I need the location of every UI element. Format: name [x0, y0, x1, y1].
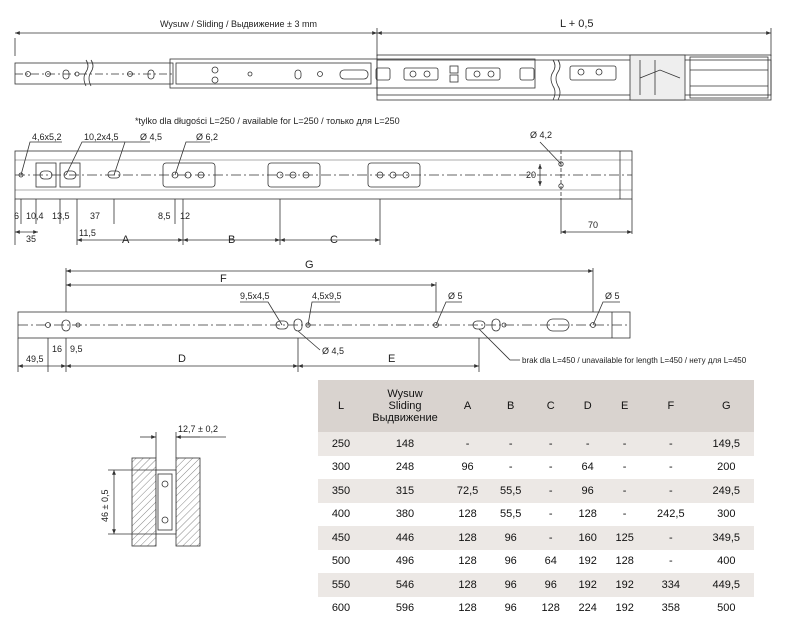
dia-label-a: Ø 4,5 — [140, 132, 163, 142]
table-cell: 96 — [489, 526, 532, 550]
dim-10-4: 10,4 — [26, 211, 44, 221]
table-cell: 224 — [569, 597, 606, 621]
table-cell: 334 — [643, 573, 698, 597]
table-cell: 248 — [364, 456, 446, 480]
table-cell: 358 — [643, 597, 698, 621]
table-row — [318, 479, 754, 503]
outer-member — [377, 55, 771, 100]
table-cell: 64 — [569, 456, 606, 480]
dia-label-c: Ø 4,2 — [530, 130, 553, 140]
table-cell: - — [569, 432, 606, 456]
table-cell: - — [532, 503, 569, 527]
side-view — [15, 142, 632, 245]
table-cell: - — [489, 456, 532, 480]
table-cell: 249,5 — [699, 479, 754, 503]
hole-label-a: 4,6x5,2 — [32, 132, 62, 142]
table-cell: - — [643, 526, 698, 550]
table-cell: - — [489, 432, 532, 456]
header-f: F — [643, 380, 698, 432]
header-c: C — [532, 380, 569, 432]
dim-16: 16 — [52, 344, 63, 354]
table-cell: - — [606, 456, 643, 480]
table-cell: - — [532, 479, 569, 503]
table-row — [318, 503, 754, 527]
table-cell: 96 — [569, 479, 606, 503]
table-cell: 55,5 — [489, 503, 532, 527]
sliding-label: Wysuw / Sliding / Выдвижение ± 3 mm — [160, 19, 317, 29]
dim-49-5: 49,5 — [26, 354, 44, 364]
dim-d: D — [178, 353, 186, 365]
dim-f: F — [220, 273, 227, 285]
table-cell: 192 — [569, 550, 606, 574]
slot-label-b: 4,5x9,5 — [312, 291, 342, 301]
table-cell: - — [606, 432, 643, 456]
table-cell: - — [643, 456, 698, 480]
table-row — [318, 597, 754, 621]
table-cell: 500 — [699, 597, 754, 621]
table-cell: 128 — [606, 550, 643, 574]
header-e: E — [606, 380, 643, 432]
section-thickness: 12,7 ± 0,2 — [178, 424, 218, 434]
header-sliding — [364, 380, 446, 432]
table-cell: 300 — [699, 503, 754, 527]
dim-13-5: 13,5 — [52, 211, 70, 221]
header-sliding-ru: Выдвижение — [372, 412, 438, 424]
table-cell: - — [643, 479, 698, 503]
dim-b: B — [228, 234, 236, 246]
dim-20: 20 — [526, 170, 537, 180]
table-cell: - — [446, 432, 489, 456]
top-view — [15, 28, 771, 100]
dim-g: G — [305, 259, 314, 271]
table-cell: 192 — [606, 573, 643, 597]
table-cell: 550 — [318, 573, 364, 597]
table-cell: 128 — [569, 503, 606, 527]
table-cell: 96 — [532, 573, 569, 597]
dim-a: A — [122, 234, 130, 246]
table-cell: - — [532, 432, 569, 456]
header-sliding-pl: Wysuw — [387, 388, 423, 400]
table-cell: 300 — [318, 456, 364, 480]
table-cell: 349,5 — [699, 526, 754, 550]
dia-label-4-5: Ø 4,5 — [322, 346, 345, 356]
table-cell: 400 — [699, 550, 754, 574]
table-cell: 192 — [569, 573, 606, 597]
dim-70: 70 — [588, 220, 599, 230]
table-cell: 125 — [606, 526, 643, 550]
table-cell: - — [643, 550, 698, 574]
header-g: G — [699, 380, 754, 432]
section-height: 46 ± 0,5 — [100, 489, 110, 522]
table-cell: 72,5 — [446, 479, 489, 503]
table-cell: 128 — [446, 526, 489, 550]
table-cell: 128 — [446, 573, 489, 597]
table-row — [318, 526, 754, 550]
table-cell: 600 — [318, 597, 364, 621]
table-cell: 64 — [532, 550, 569, 574]
table-cell: - — [532, 526, 569, 550]
side-note: *tylko dla długości L=250 / available for L=250 / только для L=250 — [135, 116, 400, 126]
dim-c: C — [330, 234, 338, 246]
header-a: A — [446, 380, 489, 432]
table-cell: 380 — [364, 503, 446, 527]
cross-section — [108, 432, 226, 546]
dim-e: E — [388, 353, 396, 365]
length-label: L + 0,5 — [560, 18, 594, 30]
table-row — [318, 432, 754, 456]
header-sliding-en: Sliding — [388, 400, 422, 412]
dia-label-5a: Ø 5 — [448, 291, 463, 301]
table-cell: 192 — [606, 597, 643, 621]
dim-11-5: 11,5 — [79, 228, 96, 238]
table-cell: 250 — [318, 432, 364, 456]
header-l: L — [318, 380, 364, 432]
table-cell: - — [606, 503, 643, 527]
table-cell: 315 — [364, 479, 446, 503]
table-cell: 96 — [489, 597, 532, 621]
table-cell: 128 — [446, 550, 489, 574]
dia-label-5b: Ø 5 — [605, 291, 620, 301]
dim-9-5: 9,5 — [70, 344, 83, 354]
table-header-row — [318, 380, 754, 432]
table-cell: - — [606, 479, 643, 503]
table-cell: 96 — [489, 573, 532, 597]
table-cell: 500 — [318, 550, 364, 574]
table-cell: 200 — [699, 456, 754, 480]
table-row — [318, 573, 754, 597]
table-cell: 96 — [489, 550, 532, 574]
table-cell: 96 — [446, 456, 489, 480]
table-row — [318, 456, 754, 480]
header-b: B — [489, 380, 532, 432]
table-cell: 496 — [364, 550, 446, 574]
table-cell: 596 — [364, 597, 446, 621]
table-cell: - — [643, 432, 698, 456]
header-d: D — [569, 380, 606, 432]
dim-6: 6 — [14, 211, 20, 221]
table-cell: 128 — [532, 597, 569, 621]
table-cell: 55,5 — [489, 479, 532, 503]
dim-8-5: 8,5 — [158, 211, 171, 221]
dim-35: 35 — [26, 234, 37, 244]
table-cell: 148 — [364, 432, 446, 456]
table-row — [318, 550, 754, 574]
dia-label-b: Ø 6,2 — [196, 132, 219, 142]
table-cell: 400 — [318, 503, 364, 527]
hole-label-b: 10,2x4,5 — [84, 132, 119, 142]
table-cell: 546 — [364, 573, 446, 597]
inner-member — [15, 63, 173, 84]
table-cell: 128 — [446, 503, 489, 527]
table-cell: 160 — [569, 526, 606, 550]
dim-37: 37 — [90, 211, 101, 221]
dim-12: 12 — [180, 211, 191, 221]
dimension-table — [318, 380, 754, 620]
table-cell: 350 — [318, 479, 364, 503]
table-cell: 449,5 — [699, 573, 754, 597]
table-cell: 242,5 — [643, 503, 698, 527]
table-cell: 446 — [364, 526, 446, 550]
table-cell: 149,5 — [699, 432, 754, 456]
table-cell: 128 — [446, 597, 489, 621]
slot-label-a: 9,5x4,5 — [240, 291, 270, 301]
table-cell: 450 — [318, 526, 364, 550]
table-cell: - — [532, 456, 569, 480]
bottom-note: brak dla L=450 / unavailable for length L=450 / нету для L=450 — [522, 356, 747, 365]
